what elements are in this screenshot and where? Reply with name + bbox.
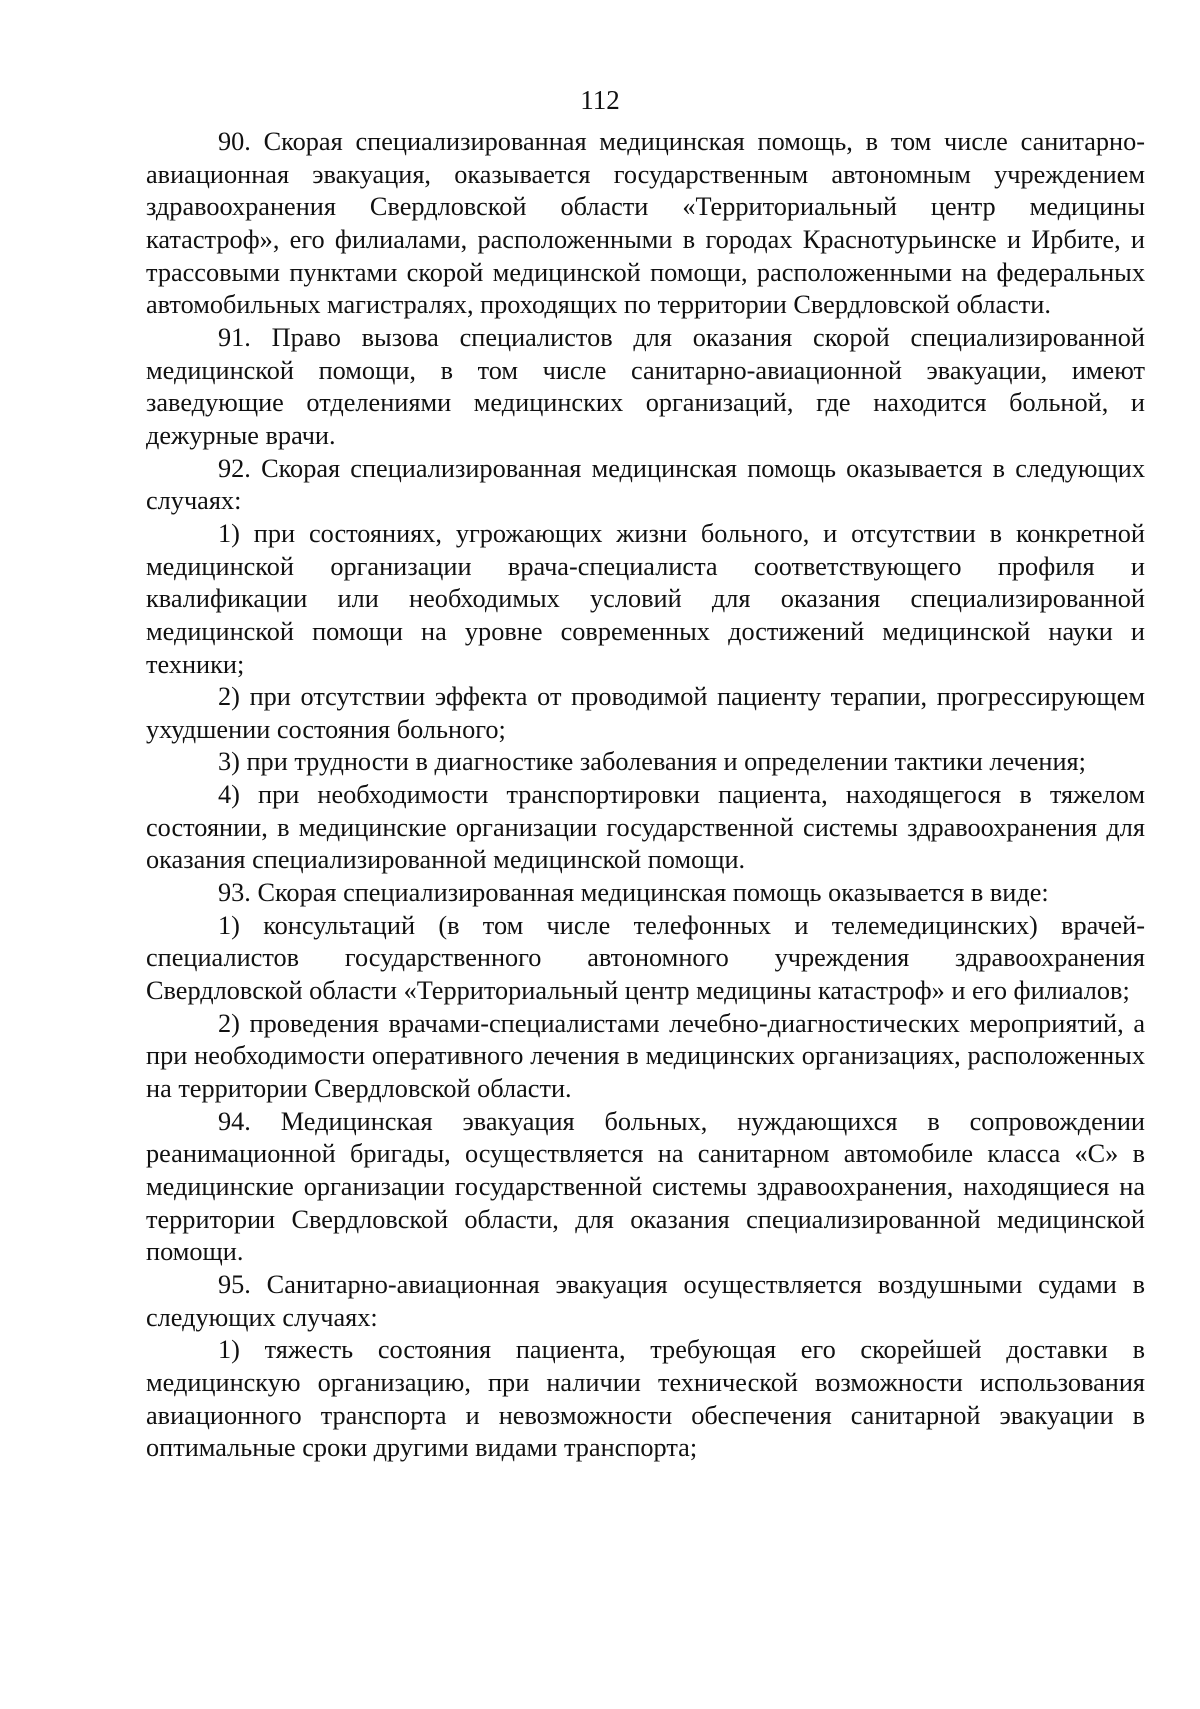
paragraph-92-item-2: 2) при отсутствии эффекта от проводимой пациенту терапии, прогрессирующем ухудшении состояния больного; xyxy=(146,682,1145,744)
paragraph-90: 90. Скорая специализированная медицинская помощь, в том числе санитарно-авиационная эвакуация, оказывается государственным автономным учреждением здравоохранения Свердловской области «Территориальный центр медицины катастроф», его филиалами, расположенными в городах Краснотурьинске и Ирбите, и трассовыми пунктами скорой медицинской помощи, расположенными на федеральных автомобильных магистралях, проходящих по территории Свердловской области. xyxy=(146,127,1145,320)
paragraph-91: 91. Право вызова специалистов для оказания скорой специализированной медицинской помощи, в том числе санитарно-авиационной эвакуации, имеют заведующие отделениями медицинских организаций, где находится больной, и дежурные врачи. xyxy=(146,322,1145,450)
paragraph-95: 95. Санитарно-авиационная эвакуация осуществляется воздушными судами в следующих случаях: xyxy=(146,1269,1145,1332)
page-number: 112 xyxy=(580,85,620,115)
paragraph-92-item-4: 4) при необходимости транспортировки пациента, находящегося в тяжелом состоянии, в медицинские организации государственной системы здравоохранения для оказания специализированной медицинской помощи. xyxy=(146,780,1145,875)
paragraph-92-item-3: 3) при трудности в диагностике заболевания и определении тактики лечения; xyxy=(218,747,1086,777)
paragraph-95-item-1: 1) тяжесть состояния пациента, требующая его скорейшей доставки в медицинскую организацию, при наличии технической возможности использования авиационного транспорта и невозможности обеспечения санитарной эвакуации в оптимальные сроки другими видами транспорта; xyxy=(146,1335,1145,1463)
document-body xyxy=(146,126,1145,1465)
paragraph-92: 92. Скорая специализированная медицинская помощь оказывается в следующих случаях: xyxy=(146,453,1145,516)
paragraph-94: 94. Медицинская эвакуация больных, нуждающихся в сопровождении реанимационной бригады, осуществляется на санитарном автомобиле класса «С» в медицинские организации государственной системы здравоохранения, находящиеся на территории Свердловской области, для оказания специализированной медицинской помощи. xyxy=(146,1106,1145,1267)
paragraph-93: 93. Скорая специализированная медицинская помощь оказывается в виде: xyxy=(218,878,1049,908)
paragraph-92-item-1: 1) при состояниях, угрожающих жизни больного, и отсутствии в конкретной медицинской организации врача-специалиста соответствующего профиля и квалификации или необходимых условий для оказания специализированной медицинской помощи на уровне современных достижений медицинской науки и техники; xyxy=(146,518,1145,679)
paragraph-93-item-2: 2) проведения врачами-специалистами лечебно-диагностических мероприятий, а при необходимости оперативного лечения в медицинских организациях, расположенных на территории Свердловской области. xyxy=(146,1008,1145,1104)
paragraph-93-item-1: 1) консультаций (в том числе телефонных и телемедицинских) врачей-специалистов государственного автономного учреждения здравоохранения Свердловской области «Территориальный центр медицины катастроф» и его филиалов; xyxy=(146,910,1145,1006)
